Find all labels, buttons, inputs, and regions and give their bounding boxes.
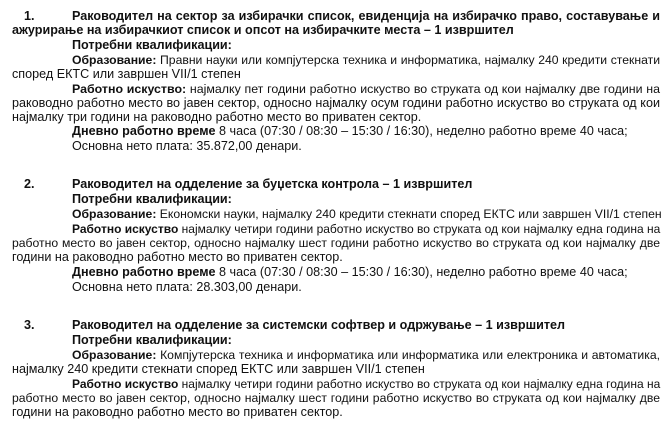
section-1-experience-text: најмалку пет години работно искуство во струката од кои најмалку две години на bbox=[189, 82, 660, 96]
section-1-education-label: Образование: bbox=[72, 53, 157, 67]
section-1-salary: Основна нето плата: 35.872,00 денари. bbox=[72, 139, 302, 153]
section-1-title-cont: ажурирање на избирачкиот список и опсот на избирачките места – 1 извршител bbox=[12, 23, 514, 37]
section-2-experience bbox=[72, 222, 660, 236]
section-3-education bbox=[72, 348, 660, 362]
section-3-experience bbox=[72, 377, 660, 391]
section-2-title: Раководител на одделение за буџетска контрола – 1 извршител bbox=[72, 177, 473, 191]
section-2-experience-cont: работно место во јавен сектор, односно најмалку шест години работно искуство во струката од кои најмалку две bbox=[12, 236, 660, 250]
section-2-experience-cont2: години на раководно работно место во приватен сектор. bbox=[12, 250, 343, 264]
section-3-education-text: Компјутерска техника и информатика или информатика или електроника и автоматика, bbox=[160, 348, 660, 362]
section-1-experience-cont: раководно работно место во јавен сектор, односно најмалку осум години работно искуство во струката од кои bbox=[12, 96, 660, 110]
section-2-hours-text: 8 часа (07:30 / 08:30 – 15:30 / 16:30), неделно работно време 40 часа; bbox=[219, 265, 628, 279]
section-3-experience-cont: работно место во јавен сектор, односно најмалку шест години работно искуство во струката од кои најмалку две bbox=[12, 391, 660, 405]
section-1-hours-label: Дневно работно време bbox=[72, 124, 216, 138]
section-2-education-text: Економски науки, најмалку 240 кредити стекнати според ЕКТС или завршен VII/1 степен bbox=[159, 207, 662, 221]
section-1-experience-cont2: најмалку три години на раководно работно место во приватен сектор. bbox=[12, 110, 422, 124]
section-1-education-cont: според ЕКТС или завршен VII/1 степен bbox=[12, 67, 241, 81]
section-1-title: Раководител на сектор за избирачки список, евиденција на избирачко право, составување и bbox=[72, 9, 660, 23]
section-1-experience bbox=[72, 82, 660, 96]
section-2-hours-label: Дневно работно време bbox=[72, 265, 216, 279]
section-2-salary: Основна нето плата: 28.303,00 денари. bbox=[72, 280, 302, 294]
section-3-qualifications-label: Потребни квалификации: bbox=[72, 333, 232, 347]
section-2-hours bbox=[72, 265, 628, 279]
section-3-experience-cont2: години на раководно работно место во приватен сектор. bbox=[12, 405, 343, 419]
section-2-experience-text: најмалку четири години работно искуство во струката од кои најмалку една година на bbox=[181, 222, 661, 236]
section-1-number: 1. bbox=[24, 9, 35, 23]
section-2-education bbox=[72, 207, 662, 221]
section-1-experience-label: Работно искуство: bbox=[72, 82, 187, 96]
section-3-education-cont: најмалку 240 кредити стекнати според ЕКТС или завршен VII/1 степен bbox=[12, 362, 425, 376]
section-3-experience-label: Работно искуство bbox=[72, 377, 179, 391]
section-2-education-label: Образование: bbox=[72, 207, 157, 221]
section-2-number: 2. bbox=[24, 177, 35, 191]
section-1-qualifications-label: Потребни квалификации: bbox=[72, 38, 232, 52]
section-2-experience-label: Работно искуство bbox=[72, 222, 179, 236]
section-3-experience-text: најмалку четири години работно искуство во струката од кои најмалку една година на bbox=[181, 377, 661, 391]
section-3-title: Раководител на одделение за системски софтвер и одржување – 1 извршител bbox=[72, 318, 566, 332]
section-3-number: 3. bbox=[24, 318, 35, 332]
section-3-education-label: Образование: bbox=[72, 348, 157, 362]
section-1-education bbox=[72, 53, 660, 67]
section-1-hours bbox=[72, 124, 628, 138]
section-1-hours-text: 8 часа (07:30 / 08:30 – 15:30 / 16:30), неделно работно време 40 часа; bbox=[219, 124, 628, 138]
section-2-qualifications-label: Потребни квалификации: bbox=[72, 192, 232, 206]
section-1-education-text: Правни науки или компјутерска техника и информатика, најмалку 240 кредити стекнати bbox=[160, 53, 660, 67]
